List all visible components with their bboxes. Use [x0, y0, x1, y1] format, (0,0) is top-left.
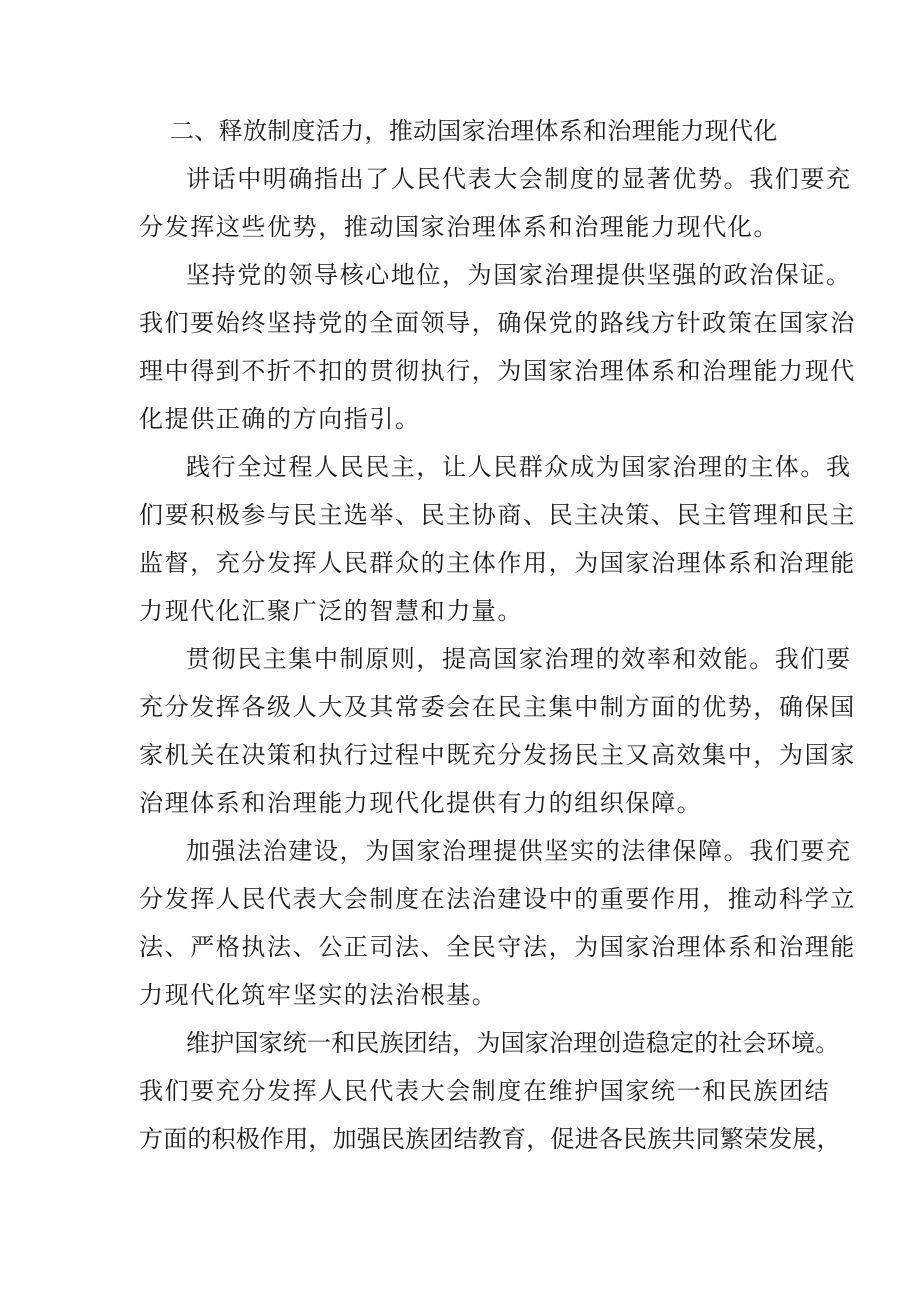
section-heading: 二、释放制度活力，推动国家治理体系和治理能力现代化 [170, 117, 778, 145]
paragraph-line: 化提供正确的方向指引。 [139, 405, 421, 433]
paragraph-line: 方面的积极作用，加强民族团结教育，促进各民族共同繁荣发展， [139, 1125, 841, 1153]
paragraph-line: 坚持党的领导核心地位，为国家治理提供坚强的政治保证。 [186, 261, 852, 289]
paragraph-line: 充分发挥各级人大及其常委会在民主集中制方面的优势，确保国 [139, 693, 856, 721]
paragraph-line: 们要积极参与民主选举、民主协商、民主决策、民主管理和民主 [139, 501, 856, 529]
paragraph-line: 维护国家统一和民族团结，为国家治理创造稳定的社会环境。 [186, 1029, 840, 1057]
paragraph-line: 力现代化筑牢坚实的法治根基。 [139, 981, 498, 1009]
paragraph-line: 法、严格执法、公正司法、全民守法，为国家治理体系和治理能 [139, 933, 856, 961]
paragraph-line: 理中得到不折不扣的贯彻执行，为国家治理体系和治理能力现代 [139, 357, 856, 385]
paragraph-line: 我们要充分发挥人民代表大会制度在维护国家统一和民族团结 [139, 1077, 831, 1105]
paragraph-line: 加强法治建设，为国家治理提供坚实的法律保障。我们要充 [186, 837, 852, 865]
paragraph-line: 治理体系和治理能力现代化提供有力的组织保障。 [139, 789, 703, 817]
paragraph-line: 讲话中明确指出了人民代表大会制度的显著优势。我们要充 [186, 165, 852, 193]
paragraph-line: 家机关在决策和执行过程中既充分发扬民主又高效集中，为国家 [139, 741, 856, 769]
paragraph-line: 践行全过程人民民主，让人民群众成为国家治理的主体。我 [186, 453, 852, 481]
paragraph-line: 力现代化汇聚广泛的智慧和力量。 [139, 597, 523, 625]
paragraph-line: 贯彻民主集中制原则，提高国家治理的效率和效能。我们要 [186, 645, 852, 673]
paragraph-line: 分发挥人民代表大会制度在法治建设中的重要作用，推动科学立 [139, 885, 856, 913]
paragraph-line: 监督，充分发挥人民群众的主体作用，为国家治理体系和治理能 [139, 549, 856, 577]
paragraph-line: 我们要始终坚持党的全面领导，确保党的路线方针政策在国家治 [139, 309, 856, 337]
paragraph-line: 分发挥这些优势，推动国家治理体系和治理能力现代化。 [139, 213, 779, 241]
